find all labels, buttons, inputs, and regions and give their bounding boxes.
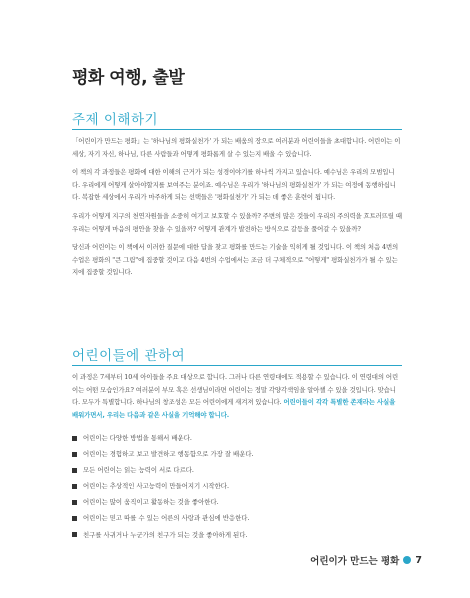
paragraph: 「어린이가 만드는 평화」는 '하나님의 평화실천가' 가 되는 배움의 장으로 여러분과 어린이들을 초대합니다. 어린이는 이 세상, 자기 자신, 하나님, 다른 사람들과 어떻게 평화롭게 살 수 있는지 배울 수 있습니다. [72,137,401,158]
list-item-text: 어린이는 믿고 따를 수 있는 어른의 사랑과 관심에 반응한다. [83,514,250,523]
list-item [72,446,402,462]
list-item [72,462,402,478]
square-bullet-icon [72,532,77,537]
square-bullet-icon [72,500,77,505]
list-item [72,494,402,510]
highlighted-text: 어린이들이 각각 특별한 존재라는 사실을 배워가면서, 우리는 다음과 같은 사실을 기억해야 합니다. [72,398,396,419]
bullet-list [72,430,402,543]
square-bullet-icon [72,484,77,489]
page-footer [310,553,422,567]
square-bullet-icon [72,436,77,441]
list-item-text: 어린이는 추상적인 사고능력이 만들어지기 시작한다. [83,482,229,491]
square-bullet-icon [72,516,77,521]
list-item-text: 어린이는 다양한 방법을 통해서 배운다. [83,434,192,442]
list-item-text: 어린이는 많이 움직이고 활동하는 것을 좋아한다. [83,498,219,507]
page-number: 7 [415,554,422,566]
paragraph: 우리가 어떻게 지구의 천연자원들을 소중히 여기고 보호할 수 있을까? 주변의 많은 것들이 우리의 주의력을 흐트러뜨릴 때 우리는 어떻게 마음의 평안을 찾을 수 있을까? 어떻게 관계가 발전하는 방식으로 갈등을 풀어갈 수 있을까? [72,211,402,233]
list-item-text: 모든 어린이는 읽는 능력이 서로 다르다. [83,466,194,475]
footer-book-title: 어린이가 만드는 평화 [310,556,400,567]
list-item-text: 어린이는 경험하고 보고 발견하고 행동함으로 가장 잘 배운다. [83,450,254,459]
section-body-understanding [72,135,402,285]
section-divider [72,365,402,366]
section-divider [72,129,402,130]
list-item [72,510,402,526]
paragraph-text: 이 과정은 7세부터 10세 아이들을 주요 대상으로 합니다. 그러나 다른 연령대에도 적용할 수 있습니다. 이 연령대의 어린이는 어떤 모습인가요? 여러분이 부모 혹은 선생님이라면 어린이는 정말 각양각색임을 알아챌 수 있을 것입니다. 맞습니다. 모두가 특별합니다. 하나님의 창조성은 모든 어린이에게 새겨져 있습니다. [72,373,399,407]
list-item [72,527,402,543]
list-item-text: 친구를 사귀거나 누군가의 친구가 되는 것을 좋아하게 된다. [83,530,248,539]
paragraph [72,371,402,421]
page-title: 평화 여행, 출발 [72,68,185,88]
paragraph: 당신과 어린이는 이 책에서 이러한 질문에 대한 답을 찾고 평화를 만드는 기술을 익히게 될 것입니다. 이 책의 처음 4번의 수업은 평화의 "큰 그림"에 집중할 것이고 다음 4번의 수업에서는 조금 더 구체적으로 "어떻게" 평화실천가가 될 수 있는지에 집중할 것입니다. [72,243,399,277]
list-item [72,430,402,446]
section-heading-about-children: 어린이들에 관하여 [72,348,186,364]
circle-dot-icon [403,556,411,564]
square-bullet-icon [72,452,77,457]
section-heading-understanding: 주제 이해하기 [72,112,159,128]
section-body-about-children [72,371,402,427]
paragraph: 이 책의 각 과정들은 평화에 대한 이해의 근거가 되는 성경이야기를 하나씩 가지고 있습니다. 예수님은 우리의 모범입니다. 우리에게 어떻게 살아야할지를 보여주는 분이죠. 예수님은 우리가 '하나님의 평화실천가' 가 되는 여정에 동행하십니다. 복잡한 세상에서 우리가 마주하게 되는 선택들은 '평화실천가' 가 되는 데 좋은 훈련이 됩니다. [72,168,396,202]
square-bullet-icon [72,468,77,473]
list-item [72,478,402,494]
